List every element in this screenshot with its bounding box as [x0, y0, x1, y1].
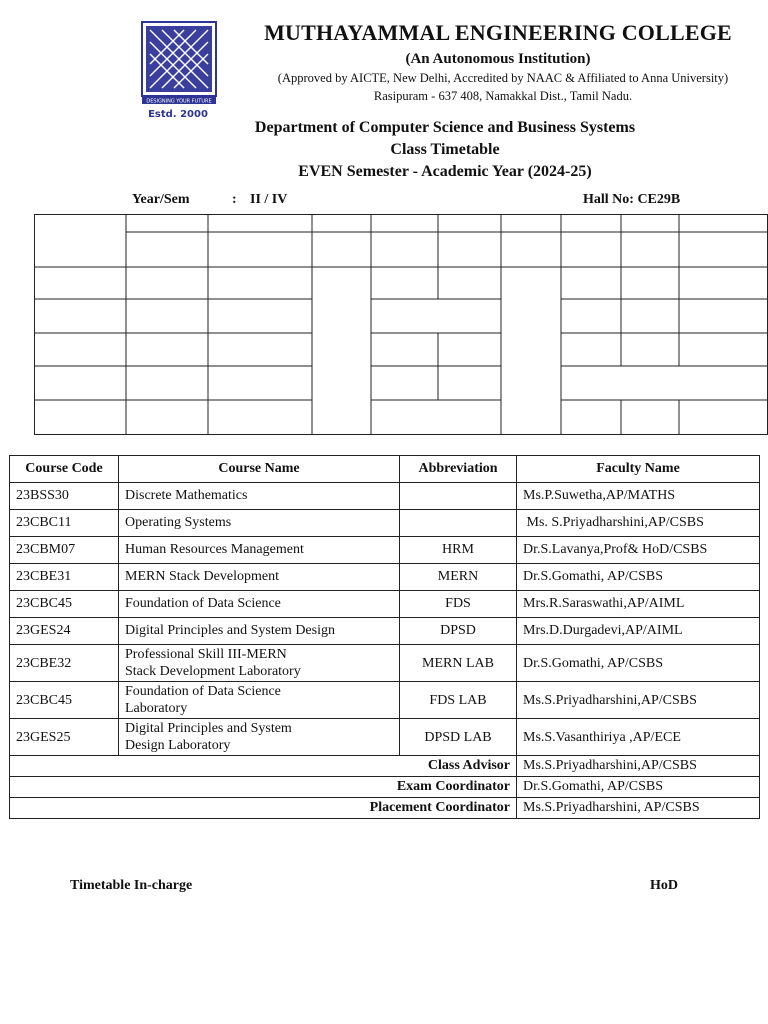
approval-line: (Approved by AICTE, New Delhi, Accredited by NAAC & Affiliated to Anna University): [277, 71, 729, 85]
course-table-header: [10, 456, 760, 483]
course-name: [119, 682, 400, 719]
course-code: 23CBC11: [10, 510, 119, 537]
course-name: [119, 719, 400, 756]
course-name-line1: Professional Skill III-MERN: [125, 647, 287, 662]
course-code: 23CBC45: [10, 682, 119, 719]
course-abbr: FDS LAB: [400, 682, 517, 719]
course-name-line1: Foundation of Data Science: [125, 684, 281, 699]
course-code: 23CBM07: [10, 537, 119, 564]
header-course-code: Course Code: [10, 456, 119, 483]
table-row: [10, 564, 760, 591]
college-logo: [136, 18, 220, 122]
autonomous-label: (An Autonomous Institution): [405, 51, 591, 67]
table-row: [10, 483, 760, 510]
role-row: [10, 777, 760, 798]
department-title: Department of Computer Science and Business Systems: [254, 119, 636, 136]
hod-signature: HoD: [650, 878, 678, 893]
course-name-line1: Digital Principles and System: [125, 721, 292, 736]
timetable-grid: [34, 214, 768, 435]
faculty-name: Dr.S.Lavanya,Prof& HoD/CSBS: [517, 537, 760, 564]
course-code: 23CBE32: [10, 645, 119, 682]
table-row: [10, 591, 760, 618]
course-code: 23GES24: [10, 618, 119, 645]
faculty-name: Mrs.R.Saraswathi,AP/AIML: [517, 591, 760, 618]
course-name: MERN Stack Development: [119, 564, 400, 591]
header-faculty-name: Faculty Name: [517, 456, 760, 483]
role-person: Dr.S.Gomathi, AP/CSBS: [517, 777, 760, 798]
year-sem-separator: :: [232, 192, 237, 207]
course-code: 23CBE31: [10, 564, 119, 591]
course-name: Foundation of Data Science: [119, 591, 400, 618]
header-abbreviation: Abbreviation: [400, 456, 517, 483]
table-row: [10, 682, 760, 719]
course-table: [9, 455, 760, 819]
course-abbr: MERN LAB: [400, 645, 517, 682]
role-label: Class Advisor: [10, 756, 517, 777]
course-name: [119, 645, 400, 682]
document-title: Class Timetable: [390, 141, 500, 158]
course-name: Digital Principles and System Design: [119, 618, 400, 645]
semester-line: EVEN Semester - Academic Year (2024-25): [298, 163, 592, 180]
course-abbr: MERN: [400, 564, 517, 591]
year-sem-value: II / IV: [250, 192, 288, 207]
course-abbr: HRM: [400, 537, 517, 564]
faculty-name: Dr.S.Gomathi, AP/CSBS: [517, 645, 760, 682]
course-abbr: DPSD LAB: [400, 719, 517, 756]
faculty-name: Ms.S.Vasanthiriya ,AP/ECE: [517, 719, 760, 756]
role-row: [10, 798, 760, 819]
role-label: Placement Coordinator: [10, 798, 517, 819]
course-name: Discrete Mathematics: [119, 483, 400, 510]
course-abbr: [400, 510, 517, 537]
course-abbr: [400, 483, 517, 510]
college-name: MUTHAYAMMAL ENGINEERING COLLEGE: [264, 20, 732, 45]
table-row: [10, 618, 760, 645]
course-code: 23CBC45: [10, 591, 119, 618]
course-code: 23BSS30: [10, 483, 119, 510]
course-abbr: FDS: [400, 591, 517, 618]
faculty-name: Ms. S.Priyadharshini,AP/CSBS: [517, 510, 760, 537]
table-row: [10, 510, 760, 537]
course-code: 23GES25: [10, 719, 119, 756]
logo-ribbon: DESIGNING YOUR FUTURE: [146, 98, 212, 105]
header-course-name: Course Name: [119, 456, 400, 483]
role-person: Ms.S.Priyadharshini,AP/CSBS: [517, 756, 760, 777]
course-name-line2: Laboratory: [125, 701, 188, 716]
faculty-name: Mrs.D.Durgadevi,AP/AIML: [517, 618, 760, 645]
table-row: [10, 645, 760, 682]
faculty-name: Dr.S.Gomathi, AP/CSBS: [517, 564, 760, 591]
hall-number: Hall No: CE29B: [583, 192, 681, 207]
role-person: Ms.S.Priyadharshini, AP/CSBS: [517, 798, 760, 819]
address-line: Rasipuram - 637 408, Namakkal Dist., Tamil Nadu.: [373, 89, 633, 103]
faculty-name: Ms.P.Suwetha,AP/MATHS: [517, 483, 760, 510]
role-row: [10, 756, 760, 777]
table-row: [10, 719, 760, 756]
role-label: Exam Coordinator: [10, 777, 517, 798]
logo-established: Estd. 2000: [148, 109, 208, 120]
course-name-line2: Design Laboratory: [125, 738, 231, 753]
course-abbr: DPSD: [400, 618, 517, 645]
table-row: [10, 537, 760, 564]
course-name: Human Resources Management: [119, 537, 400, 564]
course-name: Operating Systems: [119, 510, 400, 537]
timetable-incharge-signature: Timetable In-charge: [70, 878, 193, 893]
year-sem-label: Year/Sem: [132, 192, 190, 207]
course-name-line2: Stack Development Laboratory: [125, 664, 301, 679]
faculty-name: Ms.S.Priyadharshini,AP/CSBS: [517, 682, 760, 719]
